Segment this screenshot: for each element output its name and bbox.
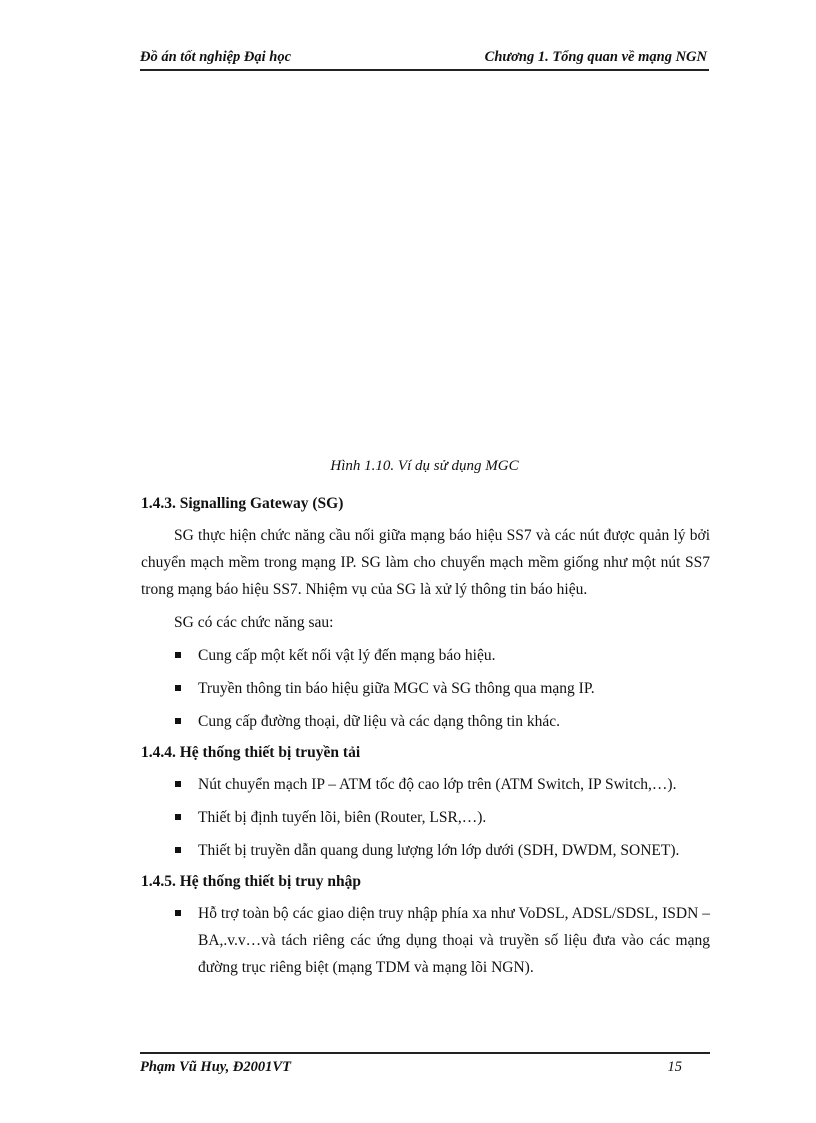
square-bullet-icon [175,781,181,787]
list-item-text: Cung cấp một kết nối vật lý đến mạng báo hiệu. [198,647,496,664]
section-heading-1-4-5: 1.4.5. Hệ thống thiết bị truy nhập [141,873,362,890]
section-paragraph: SG thực hiện chức năng cầu nối giữa mạng báo hiệu SS7 và các nút được quản lý bởi chuyển mạch mềm trong mạng IP. SG làm cho chuyển mạch mềm giống như một nút SS7 trong mạng báo hiệu SS7. Nhiệm vụ của SG là xử lý thông tin báo hiệu. [141,527,710,598]
square-bullet-icon [175,685,181,691]
list-item-text: Nút chuyển mạch IP – ATM tốc độ cao lớp trên (ATM Switch, IP Switch,…). [198,776,677,793]
list-item-text: Thiết bị định tuyến lõi, biên (Router, LSR,…). [198,809,487,826]
bullet-list-access [141,900,710,981]
page-header [140,49,709,71]
figure-placeholder [140,80,709,450]
page-number: 15 [667,1059,682,1075]
list-item [141,642,710,669]
list-item [141,675,710,702]
bullet-list-transport [141,771,710,864]
figure-caption: Hình 1.10. Ví dụ sử dụng MGC [330,458,519,474]
list-item-text: Thiết bị truyền dẫn quang dung lượng lớn lớp dưới (SDH, DWDM, SONET). [198,842,680,859]
header-document-title: Đồ án tốt nghiệp Đại học [140,49,292,65]
section-heading-1-4-4: 1.4.4. Hệ thống thiết bị truyền tải [141,744,361,761]
square-bullet-icon [175,814,181,820]
list-item [141,837,710,864]
list-item-text: Hỗ trợ toàn bộ các giao diện truy nhập phía xa như VoDSL, ADSL/SDSL, ISDN – BA,.v.v…và tách riêng các ứng dụng thoại và truyền số liệu đưa vào các mạng đường trục riêng biệt (mạng TDM và mạng lõi NGN). [198,905,710,976]
list-item [141,771,710,798]
list-item-text: Truyền thông tin báo hiệu giữa MGC và SG thông qua mạng IP. [198,680,595,697]
header-chapter-title: Chương 1. Tổng quan về mạng NGN [484,49,707,65]
page-footer [140,1052,710,1080]
square-bullet-icon [175,718,181,724]
list-item [141,900,710,981]
section-heading-1-4-3: 1.4.3. Signalling Gateway (SG) [141,495,344,512]
list-item-text: Cung cấp đường thoại, dữ liệu và các dạng thông tin khác. [198,713,561,730]
square-bullet-icon [175,847,181,853]
section-intro-text: SG có các chức năng sau: [174,614,334,631]
footer-author: Phạm Vũ Huy, Đ2001VT [140,1059,291,1075]
square-bullet-icon [175,652,181,658]
list-item [141,804,710,831]
bullet-list-sg-functions [141,642,710,735]
page-body [141,492,710,987]
square-bullet-icon [175,910,181,916]
list-item [141,708,710,735]
